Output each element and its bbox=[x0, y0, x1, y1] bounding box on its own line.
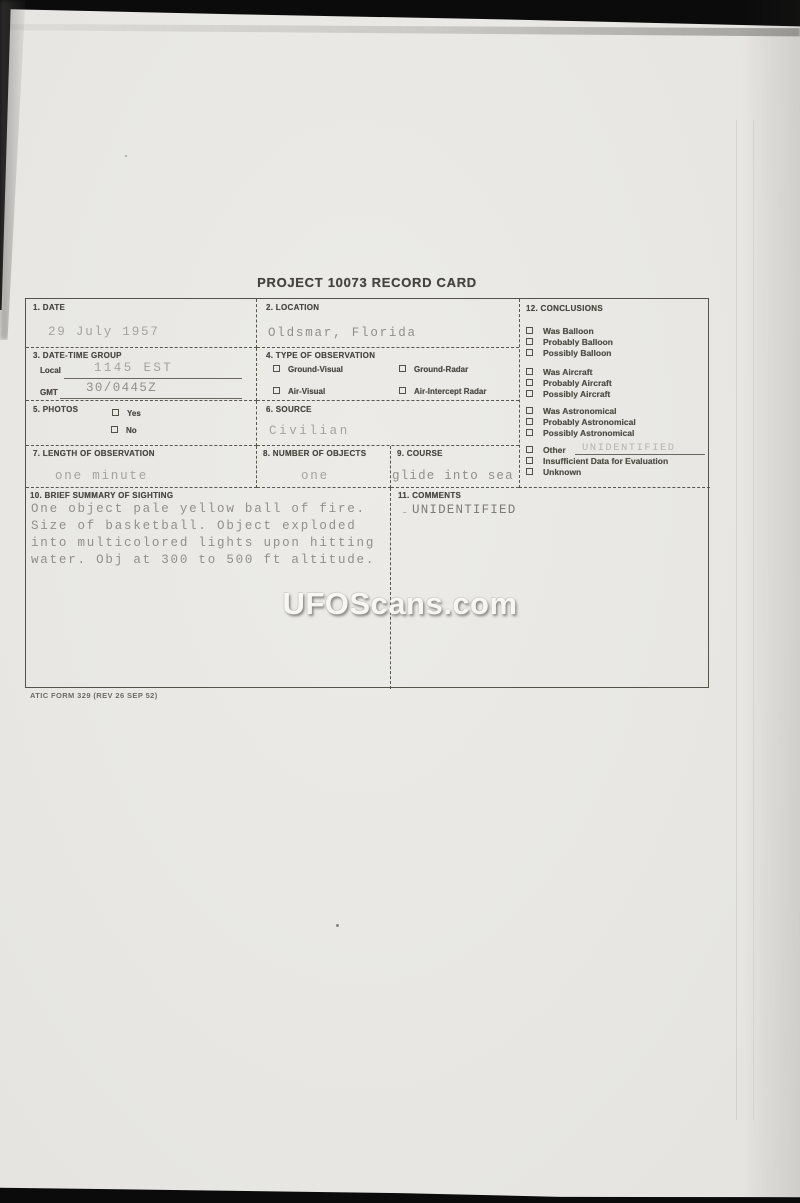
gmt-value: 30/0445Z bbox=[86, 381, 158, 395]
location-label: 2. LOCATION bbox=[266, 303, 320, 312]
date-time-group-label: 3. DATE-TIME GROUP bbox=[33, 351, 122, 360]
option-ground-radar bbox=[399, 365, 468, 374]
air-visual-label: Air-Visual bbox=[288, 387, 326, 396]
was-astronomical-label: Was Astronomical bbox=[543, 406, 617, 416]
field-type-of-observation bbox=[257, 348, 519, 401]
local-underline bbox=[64, 378, 242, 379]
scan-speck bbox=[125, 155, 127, 157]
ground-visual-checkbox bbox=[273, 365, 280, 372]
page-title: PROJECT 10073 RECORD CARD bbox=[257, 275, 477, 290]
possibly-balloon-checkbox bbox=[526, 349, 533, 356]
source-label: 6. SOURCE bbox=[266, 405, 312, 414]
ground-radar-checkbox bbox=[399, 365, 406, 372]
brief-summary-label: 10. BRIEF SUMMARY OF SIGHTING bbox=[30, 491, 174, 500]
was-aircraft-checkbox bbox=[526, 368, 533, 375]
air-visual-checkbox bbox=[273, 387, 280, 394]
other-underline bbox=[575, 454, 705, 455]
photos-label: 5. PHOTOS bbox=[33, 405, 79, 414]
scan-edge-bottom bbox=[0, 1185, 800, 1203]
possibly-astronomical-checkbox bbox=[526, 429, 533, 436]
field-conclusions bbox=[519, 299, 710, 488]
field-date-time-group bbox=[26, 348, 257, 401]
option-ground-visual bbox=[273, 365, 343, 374]
option-photos-no bbox=[111, 426, 137, 435]
summary-line: One object pale yellow ball of fire. bbox=[31, 502, 366, 516]
type-of-observation-label: 4. TYPE OF OBSERVATION bbox=[266, 351, 376, 360]
probably-balloon-checkbox bbox=[526, 338, 533, 345]
air-intercept-radar-label: Air-Intercept Radar bbox=[414, 387, 487, 396]
photos-no-label: No bbox=[126, 426, 137, 435]
insufficient-data-label: Insufficient Data for Evaluation bbox=[543, 456, 669, 466]
option-possibly-balloon bbox=[526, 348, 613, 359]
comments-label: 11. COMMENTS bbox=[398, 491, 462, 500]
field-source bbox=[257, 401, 519, 446]
field-course bbox=[391, 446, 519, 488]
possibly-aircraft-checkbox bbox=[526, 390, 533, 397]
option-air-intercept-radar bbox=[399, 387, 486, 396]
option-photos-yes bbox=[112, 409, 141, 418]
option-possibly-aircraft bbox=[526, 389, 612, 400]
option-unknown bbox=[526, 467, 668, 478]
probably-astronomical-checkbox bbox=[526, 418, 533, 425]
conclusions-label: 12. CONCLUSIONS bbox=[526, 304, 603, 313]
probably-balloon-label: Probably Balloon bbox=[543, 337, 613, 347]
conclusions-aircraft-group bbox=[526, 367, 612, 400]
summary-line: into multicolored lights upon hitting bbox=[31, 536, 376, 550]
ground-visual-label: Ground-Visual bbox=[288, 365, 343, 374]
field-number-of-objects bbox=[257, 446, 391, 488]
date-label: 1. DATE bbox=[33, 303, 66, 312]
was-aircraft-label: Was Aircraft bbox=[543, 367, 593, 377]
photos-no-checkbox bbox=[111, 426, 118, 433]
summary-line: Size of basketball. Object exploded bbox=[31, 519, 357, 533]
form-number: ATIC FORM 329 (REV 26 SEP 52) bbox=[30, 691, 158, 700]
unknown-checkbox bbox=[526, 468, 533, 475]
length-of-observation-label: 7. LENGTH OF OBSERVATION bbox=[33, 449, 155, 458]
option-possibly-astronomical bbox=[526, 428, 636, 439]
watermark: UFOScans.com bbox=[282, 586, 518, 621]
option-was-astronomical bbox=[526, 406, 636, 417]
number-of-objects-value: one bbox=[301, 469, 329, 483]
summary-line: water. Obj at 300 to 500 ft altitude. bbox=[31, 553, 376, 567]
source-value: Civilian bbox=[269, 424, 350, 438]
other-value: UNIDENTIFIED bbox=[582, 442, 676, 454]
field-photos bbox=[26, 401, 257, 446]
probably-astronomical-label: Probably Astronomical bbox=[543, 417, 636, 427]
comments-value: UNIDENTIFIED bbox=[412, 503, 517, 517]
length-of-observation-value: one minute bbox=[55, 469, 149, 483]
other-label: Other bbox=[543, 445, 566, 455]
air-intercept-radar-checkbox bbox=[399, 387, 406, 394]
insufficient-data-checkbox bbox=[526, 457, 533, 464]
gmt-label: GMT bbox=[40, 388, 58, 397]
photos-yes-checkbox bbox=[112, 409, 119, 416]
possibly-balloon-label: Possibly Balloon bbox=[543, 348, 612, 358]
unknown-label: Unknown bbox=[543, 467, 582, 477]
conclusions-balloon-group bbox=[526, 326, 613, 359]
was-astronomical-checkbox bbox=[526, 407, 533, 414]
field-date bbox=[26, 299, 257, 348]
number-of-objects-label: 8. NUMBER OF OBJECTS bbox=[263, 449, 367, 458]
option-insufficient-data bbox=[526, 456, 668, 467]
field-length-of-observation bbox=[26, 446, 257, 488]
option-probably-aircraft bbox=[526, 378, 612, 389]
option-probably-astronomical bbox=[526, 417, 636, 428]
gmt-underline bbox=[60, 398, 242, 399]
scan-shadow-top bbox=[0, 22, 800, 40]
was-balloon-checkbox bbox=[526, 327, 533, 334]
conclusions-astronomical-group bbox=[526, 406, 636, 439]
probably-aircraft-label: Probably Aircraft bbox=[543, 378, 612, 388]
scan-speck bbox=[336, 924, 339, 927]
comments-dash: - bbox=[401, 506, 409, 520]
option-probably-balloon bbox=[526, 337, 613, 348]
location-value: Oldsmar, Florida bbox=[268, 326, 417, 340]
local-value: 1145 EST bbox=[94, 361, 174, 375]
possibly-aircraft-label: Possibly Aircraft bbox=[543, 389, 611, 399]
probably-aircraft-checkbox bbox=[526, 379, 533, 386]
option-was-aircraft bbox=[526, 367, 612, 378]
course-label: 9. COURSE bbox=[397, 449, 443, 458]
local-label: Local bbox=[40, 366, 61, 375]
course-value: glide into sea bbox=[392, 469, 514, 483]
ground-radar-label: Ground-Radar bbox=[414, 365, 469, 374]
brief-summary-text bbox=[31, 502, 375, 570]
other-checkbox bbox=[526, 446, 533, 453]
option-air-visual bbox=[273, 387, 325, 396]
photos-yes-label: Yes bbox=[127, 409, 141, 418]
field-location bbox=[257, 299, 519, 348]
date-value: 29 July 1957 bbox=[48, 325, 160, 339]
option-was-balloon bbox=[526, 326, 613, 337]
was-balloon-label: Was Balloon bbox=[543, 326, 594, 336]
possibly-astronomical-label: Possibly Astronomical bbox=[543, 428, 635, 438]
record-card bbox=[25, 298, 709, 688]
